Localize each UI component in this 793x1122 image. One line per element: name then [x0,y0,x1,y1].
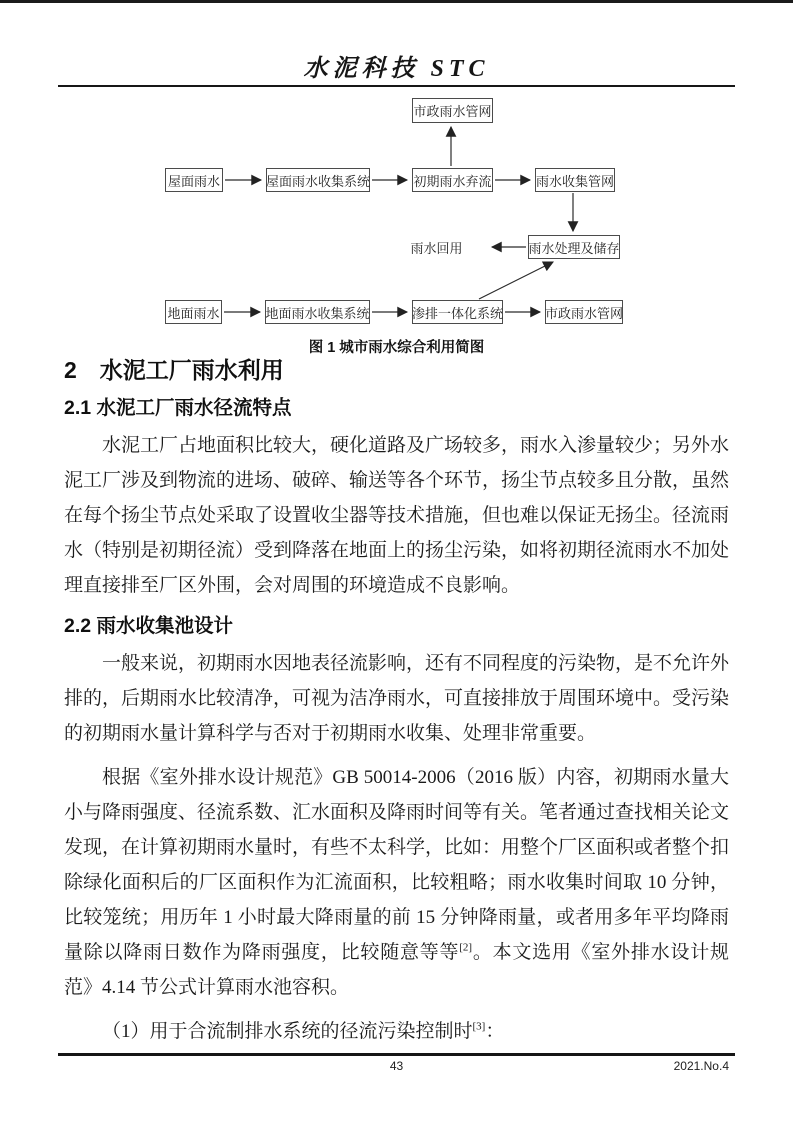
paragraph-initial-rainwater: 一般来说，初期雨水因地表径流影响，还有不同程度的污染物，是不允许外排的，后期雨水比较清净，可视为洁净雨水，可直接排放于周围环境中。受污染的初期雨水量计算科学与否对于初期雨水收集、处理非常重要。 [64,653,730,744]
page-top-edge [0,0,793,3]
issue-number: 2021.No.4 [673,1059,729,1073]
paragraph-formula-intro-text: （1）用于合流制排水系统的径流污染控制时 [102,1021,473,1042]
header-divider [58,85,735,87]
section-heading: 2 水泥工厂雨水利用 [64,357,284,383]
flow-node-ground-collection-system: 地面雨水收集系统 [265,300,370,324]
figure-flowchart [0,95,793,340]
page-footer [64,1059,729,1077]
flow-node-municipal-network-top: 市政雨水管网 [412,98,493,123]
paragraph-design-standard-text-2: 。本文选用《室外排水设计规范》4.14 节公式计算雨水池容积。 [64,942,729,998]
paragraph-formula-intro-colon: ： [485,1021,505,1042]
subsection-heading-2-2: 2.2 雨水收集池设计 [64,615,234,637]
paragraph-runoff-characteristics: 水泥工厂占地面积比较大，硬化道路及广场较多，雨水入渗量较少；另外水泥工厂涉及到物流的进场、破碎、输送等各个环节，扬尘节点较多且分散，虽然在每个扬尘节点处采取了设置收尘器等技术措施，但也难以保证无扬尘。径流雨水（特别是初期径流）受到降落在地面上的扬尘污染，如将初期径流雨水不加处理直接排至厂区外围，会对周围的环境造成不良影响。 [64,435,730,596]
flow-node-infiltration-system: 渗排一体化系统 [412,300,503,324]
paragraph-design-standard-text: 根据《室外排水设计规范》GB 50014-2006（2016 版）内容，初期雨水量大小与降雨强度、径流系数、汇水面积及降雨时间等有关。笔者通过查找相关论文发现，在计算初期雨水量时，有些不太科学，比如：用整个厂区面积或者整个扣除绿化面积后的厂区面积作为汇流面积，比较粗略；雨水收集时间取 10 分钟，比较笼统；用历年 1 小时最大降雨量的前 15 分钟降雨量，或者用多年平均降雨量除以降雨日数作为降雨强度，比较随意等等 [64,767,730,963]
journal-header-title: 水泥科技 STC [303,56,490,82]
flow-arrows [0,95,793,340]
page-number: 43 [389,1059,404,1073]
footer-divider [58,1053,735,1056]
article-body [64,356,729,1049]
paragraph-design-standard [64,760,729,1005]
figure-caption: 图 1 城市雨水综合利用简图 [308,340,485,356]
flow-node-initial-diversion: 初期雨水弃流 [412,168,493,192]
citation-ref-2: [2] [459,941,473,954]
flow-node-roof-rainwater: 屋面雨水 [165,168,223,192]
flow-node-treatment-storage: 雨水处理及储存 [528,235,620,259]
flow-node-municipal-network-bottom: 市政雨水管网 [545,300,623,324]
flow-node-roof-collection-system: 屋面雨水收集系统 [266,168,370,192]
flow-node-collection-network: 雨水收集管网 [535,168,615,192]
flow-label-rainwater-reuse: 雨水回用 [410,240,463,256]
paragraph-formula-intro [64,1014,729,1049]
citation-ref-3: [3] [472,1020,486,1033]
arrow-infiltration-to-treatment [479,262,553,299]
subsection-heading-2-1: 2.1 水泥工厂雨水径流特点 [64,397,292,419]
flow-node-ground-rainwater: 地面雨水 [165,300,222,324]
